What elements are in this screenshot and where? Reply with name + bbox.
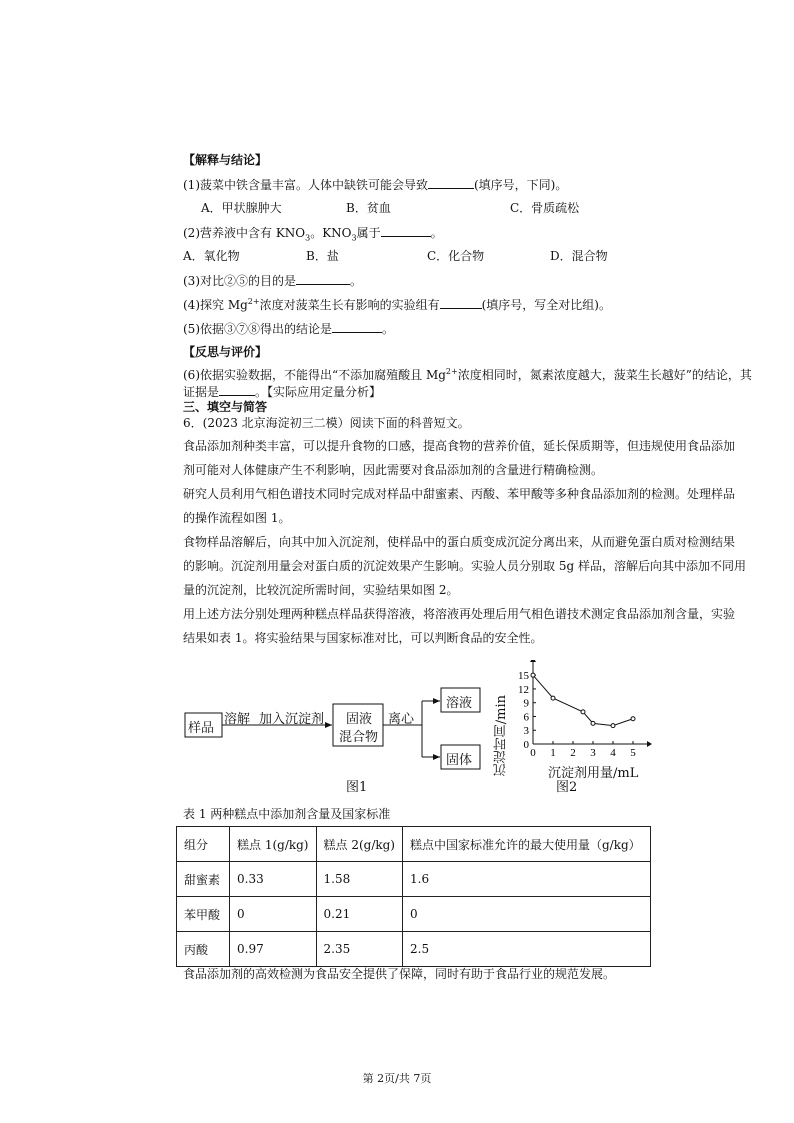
table-cell: 0.33 xyxy=(230,862,317,897)
q2-tail: 。 xyxy=(430,226,443,240)
figure-2-caption: 图2 xyxy=(556,780,578,795)
x-tick-label: 1 xyxy=(550,747,556,759)
table-row xyxy=(177,897,651,932)
q6-superscript: 2+ xyxy=(445,367,458,376)
y-tick-label: 3 xyxy=(523,725,529,738)
table-cell: 1.6 xyxy=(403,862,651,897)
section-heading-explain: 【解释与结论】 xyxy=(183,153,268,167)
data-point xyxy=(551,696,555,700)
table-cell: 2.35 xyxy=(316,932,403,967)
q6-tail: 。【实际应用定量分析】 xyxy=(255,385,382,399)
answer-blank-4[interactable] xyxy=(440,296,482,309)
label-mixture-1: 固液 xyxy=(346,712,373,727)
q1-option-b: B．贫血 xyxy=(346,201,391,215)
x-axis-arrow xyxy=(647,741,652,747)
q2-option-b: B．盐 xyxy=(306,249,339,263)
q4-text-b: 浓度对菠菜生长有影响的实验组有 xyxy=(259,298,440,312)
x-tick-label: 0 xyxy=(530,747,536,759)
q2-text-c: 属于 xyxy=(356,226,381,240)
chart-y-axis-label: 沉淀时间/min xyxy=(494,695,509,777)
x-tick-label: 5 xyxy=(630,747,636,759)
paragraph-1-line-2: 剂可能对人体健康产生不利影响，因此需要对食品添加剂的含量进行精确检测。 xyxy=(183,463,604,477)
table-cell: 0.97 xyxy=(230,932,317,967)
table-cell: 0 xyxy=(230,897,317,932)
y-tick-label: 0 xyxy=(523,739,529,751)
paragraph-2-line-2: 的操作流程如图 1。 xyxy=(183,511,291,525)
section-heading-reflect: 【反思与评价】 xyxy=(183,345,268,359)
q1-text: (1)菠菜中铁含量丰富。人体中缺铁可能会导致 xyxy=(183,178,428,192)
chart-x-axis-label: 沉淀剂用量/mL xyxy=(548,766,639,781)
question-2 xyxy=(183,224,443,241)
data-point xyxy=(531,673,535,677)
data-point xyxy=(631,717,635,721)
data-point xyxy=(581,710,585,714)
table-row xyxy=(177,862,651,897)
paragraph-3-line-1: 食物样品溶解后，向其中加入沉淀剂，使样品中的蛋白质变成沉淀分离出来，从而避免蛋白质对检测结果 xyxy=(183,535,736,549)
x-tick-label: 4 xyxy=(610,747,616,759)
q6-text-a: (6)依据实验数据，不能得出“不添加腐殖酸且 Mg xyxy=(183,368,446,382)
label-sample: 样品 xyxy=(188,721,215,736)
data-point xyxy=(591,721,595,725)
q2-option-d: D．混合物 xyxy=(550,249,608,263)
table-header: 组分 xyxy=(177,827,230,862)
q1-option-a: A．甲状腺肿大 xyxy=(201,201,282,215)
question-5 xyxy=(183,320,394,337)
y-tick-label: 15 xyxy=(518,670,529,683)
q3-tail: 。 xyxy=(350,274,363,288)
table-cell: 甜蜜素 xyxy=(177,862,230,897)
q1-tail: (填序号，下同)。 xyxy=(474,178,568,192)
paragraph-3-line-3: 量的沉淀剂，比较沉淀所需时间，实验结果如图 2。 xyxy=(183,583,459,597)
series-line xyxy=(533,675,633,725)
x-tick-label: 2 xyxy=(570,747,576,759)
additive-table xyxy=(176,826,651,967)
table-header: 糕点中国家标准允许的最大使用量（g/kg） xyxy=(403,827,651,862)
label-add-precipitant: 加入沉淀剂 xyxy=(259,712,325,727)
table-row xyxy=(177,932,651,967)
question-6-line-2 xyxy=(183,383,381,400)
closing-paragraph: 食品添加剂的高效检测为食品安全提供了保障，同时有助于食品行业的规范发展。 xyxy=(183,967,616,981)
y-tick-label: 6 xyxy=(523,711,529,724)
label-solid: 固体 xyxy=(446,753,473,768)
figure-1-caption: 图1 xyxy=(346,780,368,795)
answer-blank-2[interactable] xyxy=(381,224,431,237)
answer-blank-6[interactable] xyxy=(219,383,255,396)
q2-option-a: A．氧化物 xyxy=(183,249,240,263)
q6-text-b: 浓度相同时，氮素浓度越大，菠菜生长越好”的结论，其 xyxy=(457,368,752,382)
q2-text-b: 。KNO xyxy=(310,226,352,240)
q4-tail: (填序号，写全对比组)。 xyxy=(481,298,611,312)
table-header: 糕点 1(g/kg) xyxy=(230,827,317,862)
x-tick-label: 3 xyxy=(590,747,596,759)
table-title: 表 1 两种糕点中添加剂含量及国家标准 xyxy=(183,807,391,821)
label-mixture-2: 混合物 xyxy=(339,730,379,745)
page-footer: 第 2页/共 7页 xyxy=(362,1072,432,1085)
y-tick-label: 12 xyxy=(518,683,529,696)
data-point xyxy=(611,724,615,728)
label-solution: 溶液 xyxy=(446,696,473,711)
paragraph-1-line-1: 食品添加剂种类丰富，可以提升食物的口感，提高食物的营养价值，延长保质期等，但违规使用食品添加 xyxy=(183,439,736,453)
q2-option-c: C．化合物 xyxy=(427,249,485,263)
answer-blank-5[interactable] xyxy=(332,320,382,333)
table-cell: 1.58 xyxy=(316,862,403,897)
q2-subscript-2: 3 xyxy=(351,233,357,243)
answer-blank-3[interactable] xyxy=(296,272,350,285)
table-cell: 2.5 xyxy=(403,932,651,967)
q1-option-c: C．骨质疏松 xyxy=(510,201,580,215)
question-4 xyxy=(183,296,611,313)
table-header-row xyxy=(177,827,651,862)
figure-2-chart xyxy=(495,660,655,770)
q6-text-c: 证据是 xyxy=(183,385,220,399)
y-tick-label: 9 xyxy=(523,697,529,710)
paragraph-4-line-2: 结果如表 1。将实验结果与国家标准对比，可以判断食品的安全性。 xyxy=(183,631,543,645)
label-centrifuge: 离心 xyxy=(388,712,415,727)
table-cell: 苯甲酸 xyxy=(177,897,230,932)
answer-blank-1[interactable] xyxy=(428,176,474,189)
q4-superscript: 2+ xyxy=(247,297,260,306)
question-intro: 6．(2023 北京海淀初三二模）阅读下面的科普短文。 xyxy=(183,416,470,430)
table-header: 糕点 2(g/kg) xyxy=(316,827,403,862)
y-axis-arrow xyxy=(530,660,536,662)
table-cell: 丙酸 xyxy=(177,932,230,967)
q5-text: (5)依据③⑦⑧得出的结论是 xyxy=(183,322,332,336)
q4-text-a: (4)探究 Mg xyxy=(183,298,248,312)
table-cell: 0.21 xyxy=(316,897,403,932)
paragraph-3-line-2: 的影响。沉淀剂用量会对蛋白质的沉淀效果产生影响。实验人员分别取 5g 样品，溶解后向其中添加不同用 xyxy=(183,559,746,573)
q2-subscript: 3 xyxy=(305,233,311,243)
paragraph-2-line-1: 研究人员利用气相色谱技术同时完成对样品中甜蜜素、丙酸、苯甲酸等多种食品添加剂的检测。处理样品 xyxy=(183,487,736,501)
question-1 xyxy=(183,176,567,193)
q5-tail: 。 xyxy=(382,322,395,336)
section-heading-3: 三、填空与简答 xyxy=(183,400,268,414)
question-3 xyxy=(183,272,362,289)
q3-text: (3)对比②⑤的目的是 xyxy=(183,274,296,288)
label-dissolve: 溶解 xyxy=(224,712,251,727)
paragraph-4-line-1: 用上述方法分别处理两种糕点样品获得溶液，将溶液再处理后用气相色谱技术测定食品添加剂含量，实验 xyxy=(183,607,736,621)
q2-text-a: (2)营养液中含有 KNO xyxy=(183,226,306,240)
question-6-line-1 xyxy=(183,367,752,383)
table-cell: 0 xyxy=(403,897,651,932)
